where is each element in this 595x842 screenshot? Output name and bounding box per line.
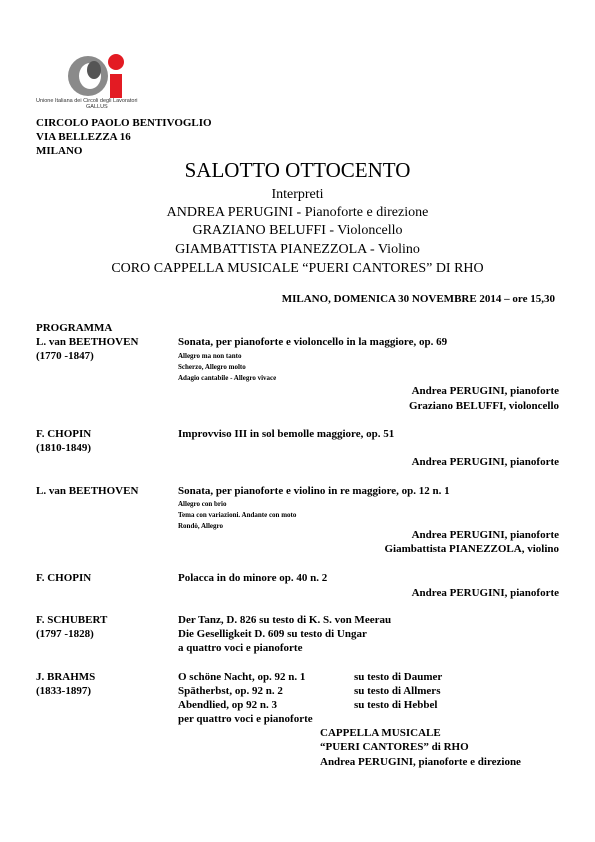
work-title-5-2: Die Geselligkeit D. 609 su testo di Ungar [178, 628, 367, 640]
performer-1-2: Graziano BELUFFI, violoncello [408, 400, 559, 412]
composer-dates-6: (1833-1897) [36, 685, 91, 697]
interpreti-line-2: GRAZIANO BELUFFI - Violoncello [192, 223, 403, 238]
text-source-6-2: su testo di Allmers [354, 685, 441, 697]
logo-org-name: Unione Italiana dei Circoli degli Lavoratori [36, 98, 138, 104]
composer-beethoven-1: L. van BEETHOVEN [36, 336, 139, 348]
text-source-6-3: su testo di Hebbel [354, 699, 438, 711]
work-title-2: Improvviso III in sol bemolle maggiore, op. 51 [178, 428, 395, 440]
movement-1-2: Scherzo, Allegro molto [178, 363, 246, 371]
composer-schubert: F. SCHUBERT [36, 614, 108, 626]
logo-mark-icon [64, 48, 128, 100]
page-title: SALOTTO OTTOCENTO [184, 158, 411, 182]
composer-dates-2: (1810-1849) [36, 442, 91, 454]
composer-dates-5: (1797 -1828) [36, 628, 94, 640]
work-title-3: Sonata, per pianoforte e violino in re maggiore, op. 12 n. 1 [178, 485, 450, 497]
performer-1-1: Andrea PERUGINI, pianoforte [411, 385, 559, 397]
work-title-1: Sonata, per pianoforte e violoncello in la maggiore, op. 69 [178, 336, 448, 348]
movement-3-3: Rondò, Allegro [178, 522, 223, 530]
composer-chopin-2: F. CHOPIN [36, 572, 92, 584]
work-title-5-3: a quattro voci e pianoforte [178, 642, 303, 654]
performer-6-2: “PUERI CANTORES” di RHO [320, 741, 469, 753]
performer-6-1: CAPPELLA MUSICALE [320, 727, 441, 739]
work-title-6-1: O schöne Nacht, op. 92 n. 1 [178, 671, 306, 683]
address-block [36, 116, 212, 158]
date-line: MILANO, DOMENICA 30 NOVEMBRE 2014 – ore 15,30 [281, 293, 555, 305]
address-line-2: VIA BELLEZZA 16 [36, 131, 131, 143]
performer-3-1: Andrea PERUGINI, pianoforte [411, 529, 559, 541]
interpreti-line-4: CORO CAPPELLA MUSICALE “PUERI CANTORES” DI RHO [111, 261, 484, 276]
interpreti-line-1: ANDREA PERUGINI - Pianoforte e direzione [166, 205, 429, 220]
work-title-6-4: per quattro voci e pianoforte [178, 713, 313, 725]
work-title-5-1: Der Tanz, D. 826 su testo di K. S. von Meerau [178, 614, 392, 626]
interpreti-line-3: GIAMBATTISTA PIANEZZOLA - Violino [175, 242, 420, 257]
address-line-1: CIRCOLO PAOLO BENTIVOGLIO [36, 117, 212, 129]
text-source-6-1: su testo di Daumer [354, 671, 443, 683]
interpreti-heading: Interpreti [271, 187, 324, 202]
address-line-3: MILANO [36, 145, 83, 157]
movement-3-2: Tema con variazioni. Andante con moto [178, 511, 297, 519]
work-title-6-3: Abendlied, op 92 n. 3 [178, 699, 278, 711]
logo-caption [36, 98, 138, 110]
composer-chopin-1: F. CHOPIN [36, 428, 92, 440]
performer-4-1: Andrea PERUGINI, pianoforte [411, 587, 559, 599]
composer-dates-1: (1770 -1847) [36, 350, 94, 362]
logo-org-sub: GALLUS [86, 104, 108, 110]
composer-brahms: J. BRAHMS [36, 671, 96, 683]
performer-3-2: Giambattista PIANEZZOLA, violino [384, 543, 559, 555]
logo [64, 48, 128, 100]
performer-6-3: Andrea PERUGINI, pianoforte e direzione [320, 756, 521, 768]
movement-1-1: Allegro ma non tanto [178, 352, 242, 360]
performer-2-1: Andrea PERUGINI, pianoforte [411, 456, 559, 468]
movement-3-1: Allegro con brio [178, 500, 227, 508]
movement-1-3: Adagio cantabile - Allegro vivace [178, 374, 277, 382]
work-title-6-2: Spätherbst, op. 92 n. 2 [178, 685, 283, 697]
programma-label: PROGRAMMA [36, 322, 113, 334]
composer-beethoven-2: L. van BEETHOVEN [36, 485, 139, 497]
work-title-4: Polacca in do minore op. 40 n. 2 [178, 572, 328, 584]
